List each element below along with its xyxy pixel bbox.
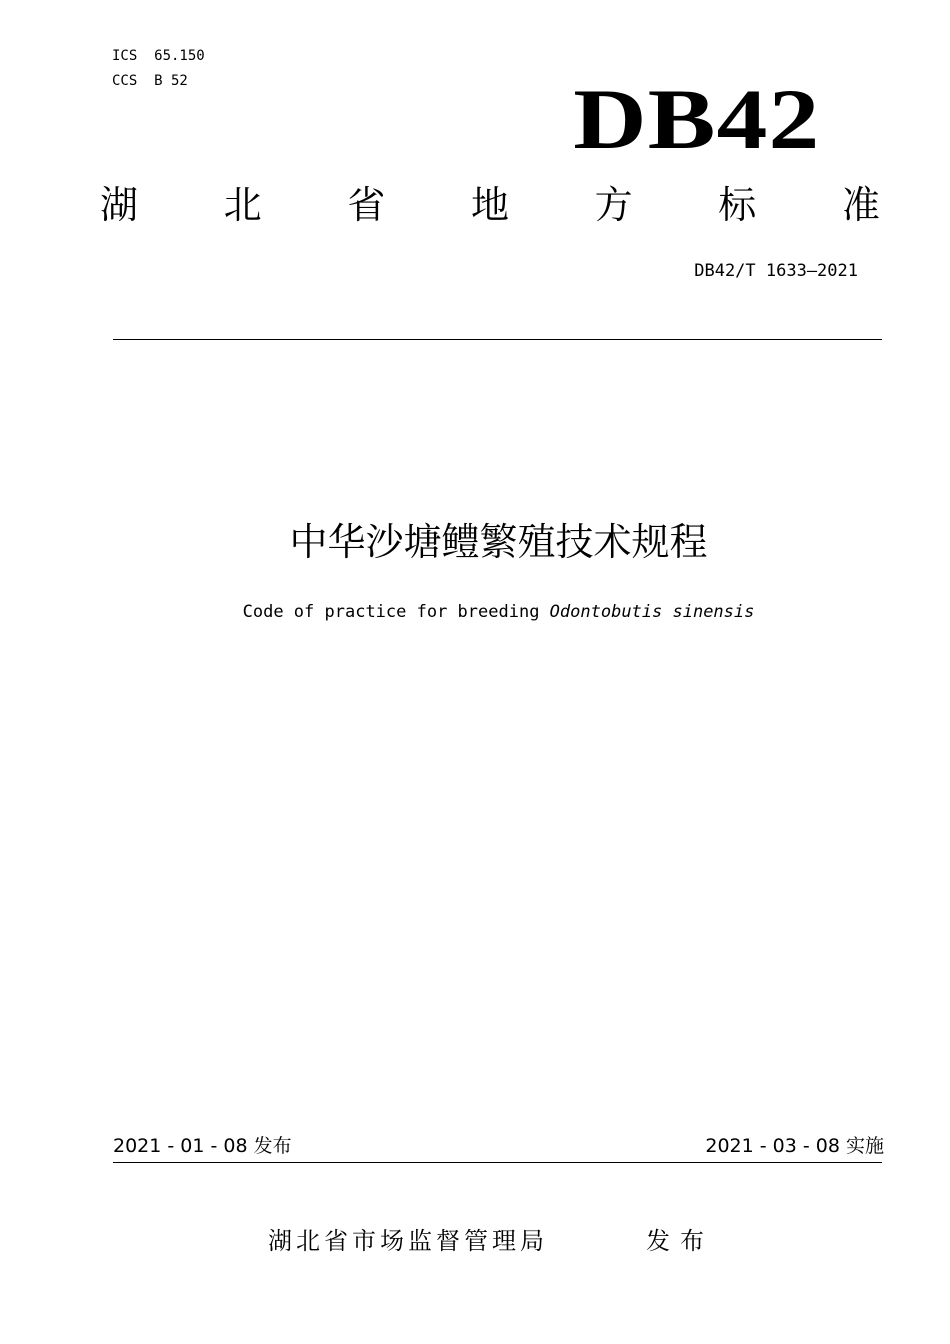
ics-code: ICS 65.150 — [112, 48, 205, 64]
standard-number: DB42/T 1633—2021 — [694, 261, 858, 281]
standard-type-char: 标 — [718, 183, 757, 227]
issue-date: 2021 - 01 - 08 发布 — [113, 1135, 292, 1157]
bottom-divider — [113, 1162, 882, 1163]
standard-type-char: 准 — [841, 183, 880, 227]
standard-type-char: 北 — [223, 183, 262, 227]
implementation-date: 2021 - 03 - 08 实施 — [705, 1135, 884, 1157]
title-english-prefix: Code of practice for breeding — [242, 602, 550, 622]
standard-type — [100, 180, 880, 230]
top-divider — [113, 339, 882, 340]
standard-type-char: 湖 — [100, 183, 139, 227]
standard-logo: DB42 — [572, 71, 820, 167]
publisher-action: 发布 — [646, 1227, 714, 1255]
publisher-name: 湖北省市场监督管理局 — [268, 1227, 548, 1255]
title-english-scientific-name: Odontobutis sinensis — [549, 602, 755, 622]
standard-type-char: 地 — [470, 183, 509, 227]
ccs-code: CCS B 52 — [112, 73, 188, 89]
standard-type-char: 方 — [594, 183, 633, 227]
title-chinese: 中华沙塘鳢繁殖技术规程 — [289, 520, 708, 564]
title-english — [0, 600, 950, 624]
standard-type-char: 省 — [347, 183, 386, 227]
